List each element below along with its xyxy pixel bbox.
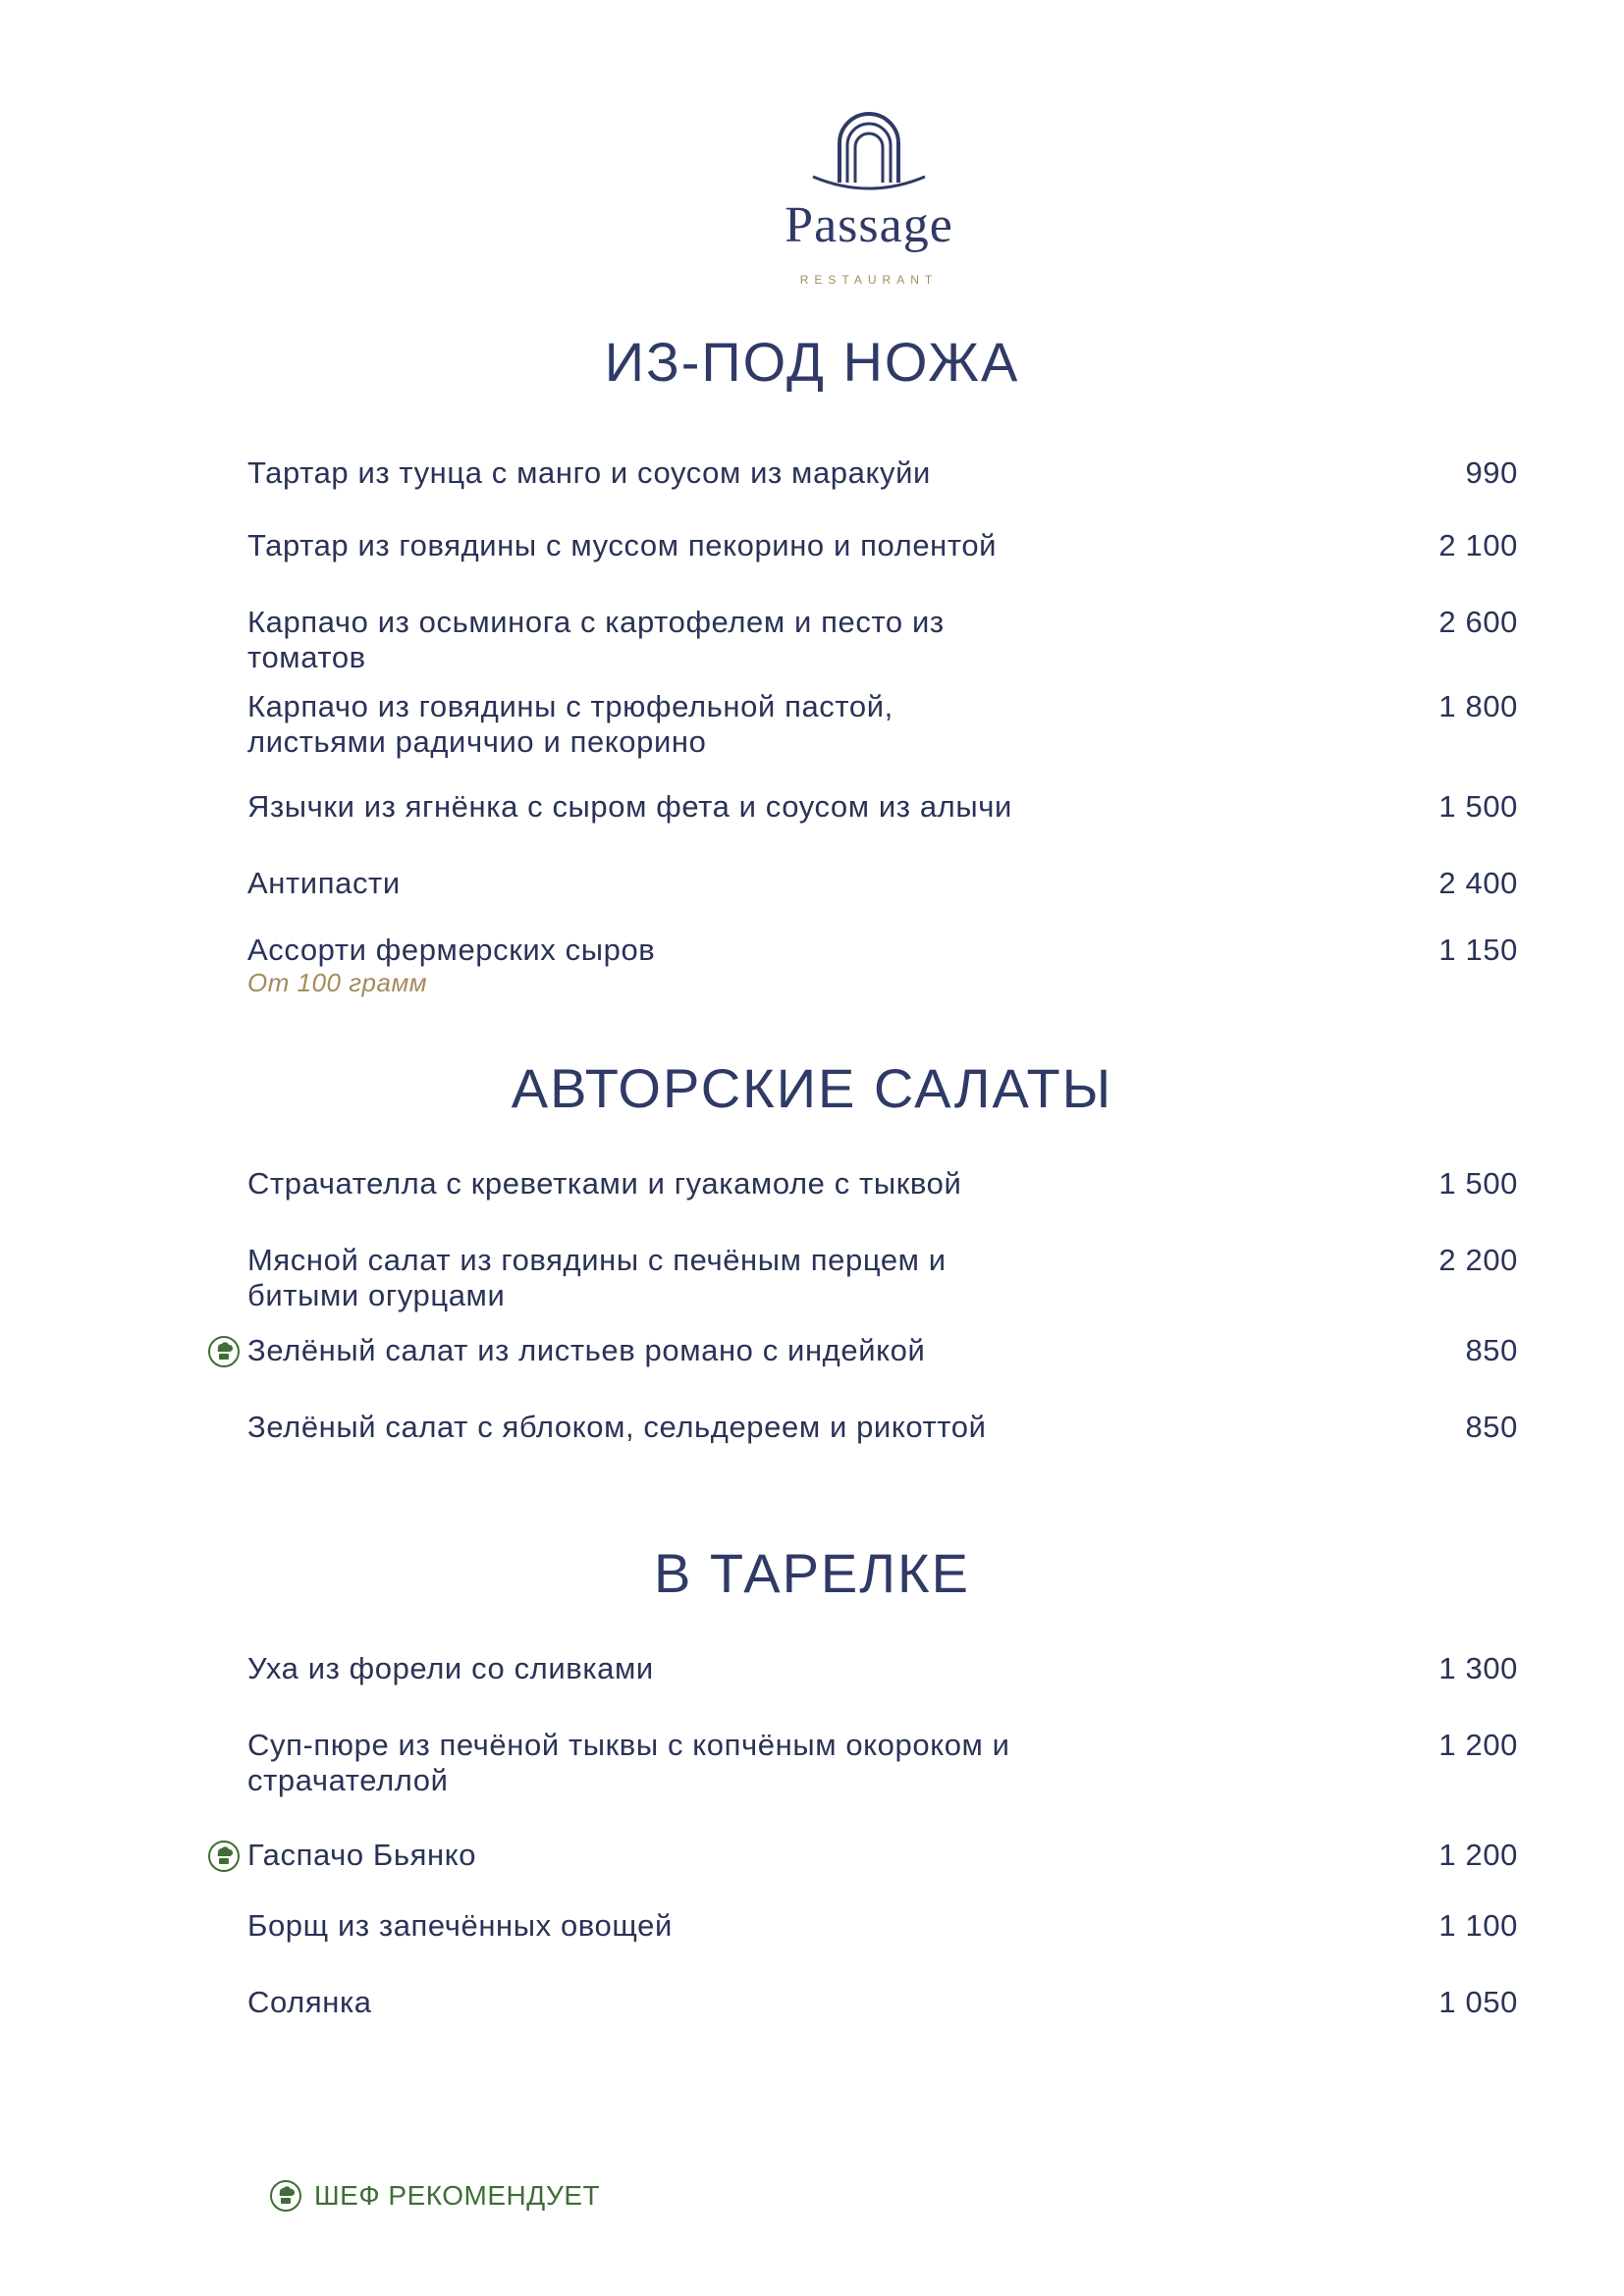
menu-item-price: 990 [1465, 455, 1518, 490]
section-title: ИЗ-ПОД НОЖА [604, 331, 1020, 393]
brand-subtitle: RESTAURANT [799, 273, 939, 287]
restaurant-logo [756, 106, 982, 293]
chef-hat-icon [207, 1335, 241, 1368]
menu-item-name: Солянка [247, 1985, 372, 2019]
menu-item-price: 2 200 [1438, 1243, 1518, 1277]
menu-item-name: Уха из форели со сливками [247, 1651, 654, 1685]
section-title: В ТАРЕЛКЕ [653, 1542, 971, 1604]
menu-item-price: 2 600 [1438, 605, 1518, 639]
menu-item-name: Антипасти [247, 866, 401, 900]
menu-item-name: Карпачо из говядины с трюфельной пастой, листьями радиччио и пекорино [247, 689, 893, 759]
menu-item-name: Зелёный салат с яблоком, сельдереем и рикоттой [247, 1410, 987, 1444]
menu-item-name: Страчателла с креветками и гуакамоле с тыквой [247, 1166, 962, 1201]
menu-item-name: Язычки из ягнёнка с сыром фета и соусом из алычи [247, 789, 1012, 824]
menu-item-price: 1 200 [1438, 1728, 1518, 1762]
chef-recommends-legend: ШЕФ РЕКОМЕНДУЕТ [314, 2180, 601, 2211]
menu-item-name: Зелёный салат из листьев романо с индейкой [247, 1333, 926, 1367]
chef-hat-icon [207, 1840, 241, 1873]
menu-item-name: Гаспачо Бьянко [247, 1838, 477, 1872]
menu-item-price: 1 200 [1438, 1838, 1518, 1872]
menu-item-note: От 100 грамм [247, 968, 428, 997]
menu-item-price: 1 050 [1438, 1985, 1518, 2019]
menu-item-price: 1 150 [1438, 933, 1518, 967]
menu-item-price: 1 800 [1438, 689, 1518, 723]
menu-item-name: Суп-пюре из печёной тыквы с копчёным окороком и страчателлой [247, 1728, 1010, 1797]
menu-item-price: 850 [1465, 1410, 1518, 1444]
menu-item-price: 850 [1465, 1333, 1518, 1367]
section-title: АВТОРСКИЕ САЛАТЫ [511, 1057, 1113, 1119]
menu-item-name: Борщ из запечённых овощей [247, 1908, 673, 1943]
menu-item-price: 2 400 [1438, 866, 1518, 900]
menu-item-price: 2 100 [1438, 528, 1518, 562]
menu-item-name: Мясной салат из говядины с печёным перцем и битыми огурцами [247, 1243, 947, 1312]
menu-item-price: 1 500 [1438, 1166, 1518, 1201]
menu-item-name: Ассорти фермерских сыров [247, 933, 656, 967]
brand-name: Passage [785, 197, 953, 253]
menu-item-price: 1 500 [1438, 789, 1518, 824]
menu-item-name: Тартар из говядины с муссом пекорино и полентой [247, 528, 998, 562]
menu-item-price: 1 100 [1438, 1908, 1518, 1943]
menu-item-price: 1 300 [1438, 1651, 1518, 1685]
menu-item-name: Карпачо из осьминога с картофелем и песто из томатов [247, 605, 945, 674]
menu-item-name: Тартар из тунца с манго и соусом из маракуйи [247, 455, 931, 490]
arch-logo-icon [756, 106, 982, 194]
chef-hat-icon [269, 2179, 302, 2213]
